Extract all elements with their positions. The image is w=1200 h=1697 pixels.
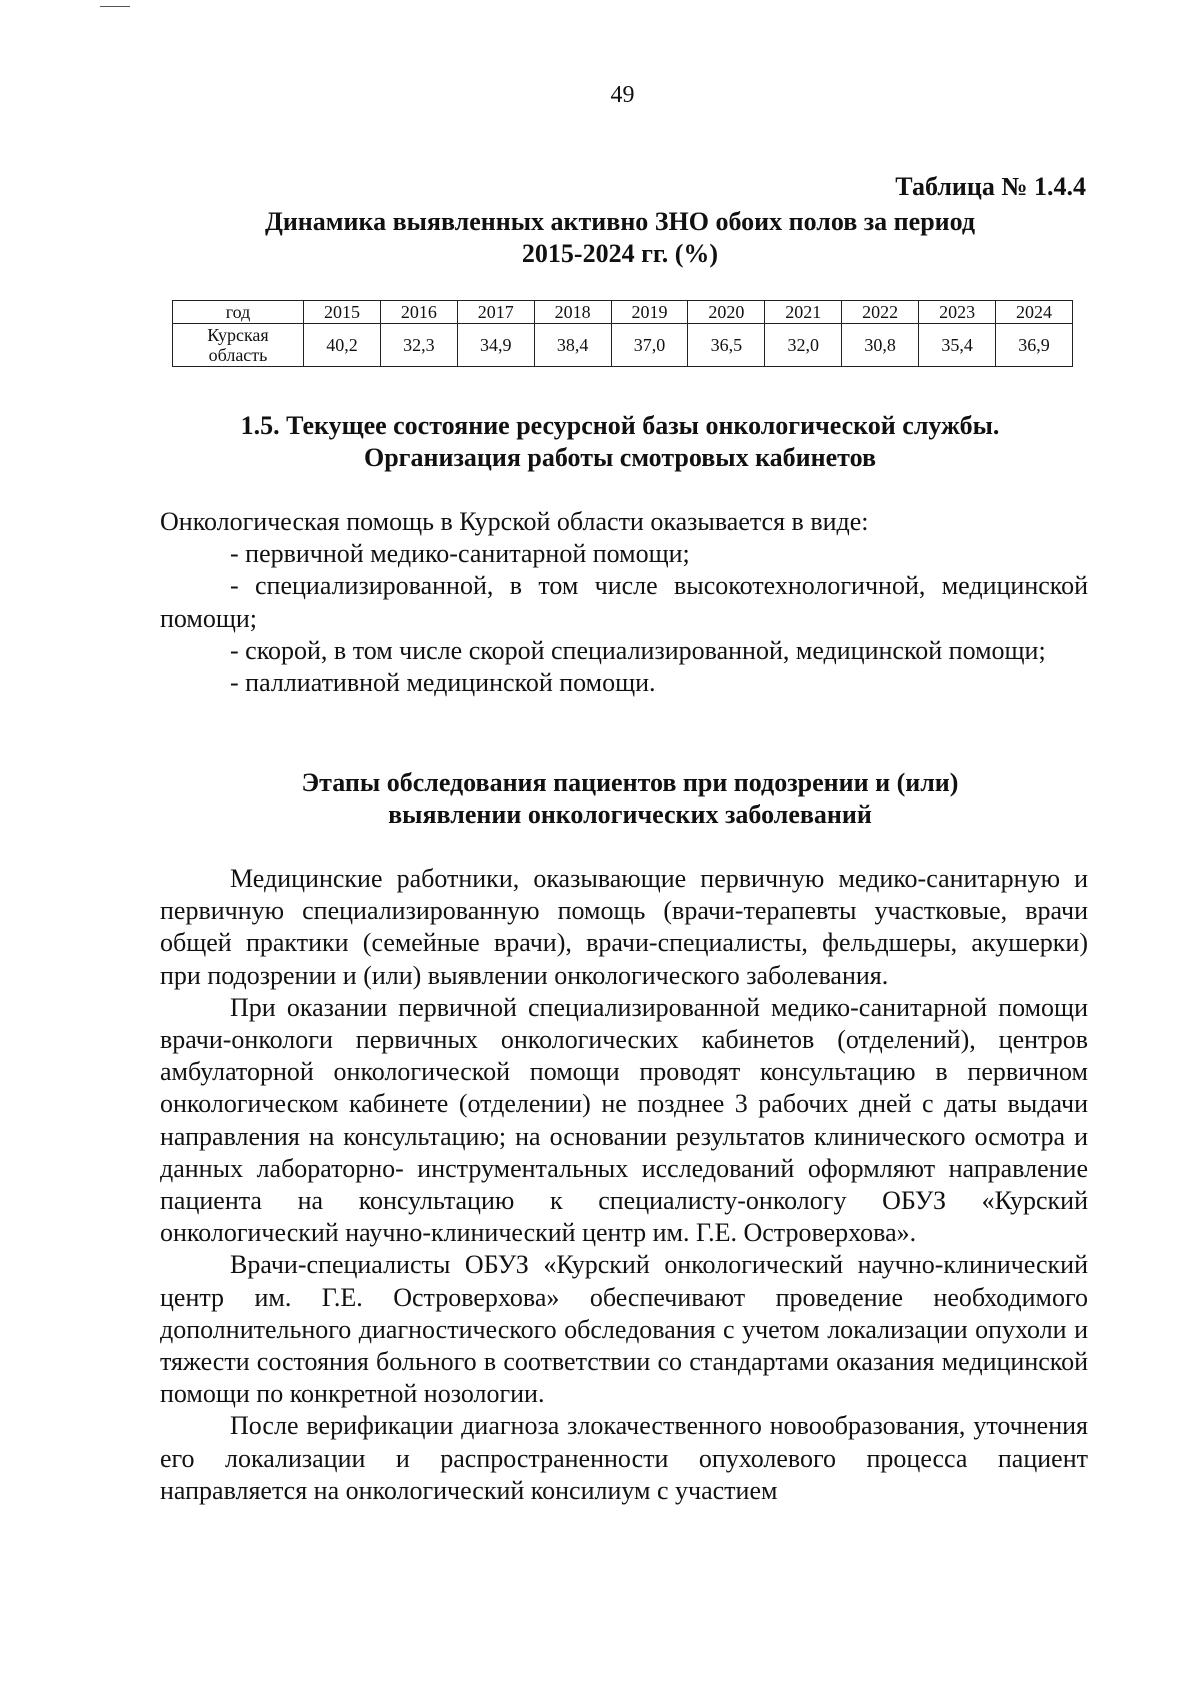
value-cell: 37,0	[611, 324, 688, 367]
value-cell: 32,3	[380, 324, 457, 367]
section-title-line-2: Организация работы смотровых кабинетов	[364, 443, 876, 472]
section-title	[170, 410, 1070, 474]
table-title-line-1: Динамика выявленных активно ЗНО обоих полов за период	[264, 207, 976, 236]
value-cell: 38,4	[534, 324, 611, 367]
year-cell: 2017	[457, 301, 534, 324]
value-cell: 35,4	[919, 324, 996, 367]
body-block	[160, 863, 1088, 1507]
table-title	[160, 206, 1080, 270]
value-cell: 36,9	[996, 324, 1073, 367]
intro-list-item: - паллиативной медицинской помощи.	[230, 668, 656, 698]
page-number: 49	[610, 82, 635, 108]
year-cell: 2016	[380, 301, 457, 324]
value-cell: 32,0	[765, 324, 842, 367]
year-cell: 2019	[611, 301, 688, 324]
scan-artifact-line	[100, 6, 130, 7]
table-title-line-2: 2015-2024 гг. (%)	[521, 239, 719, 268]
value-cell: 30,8	[842, 324, 919, 367]
year-cell: 2015	[304, 301, 381, 324]
row-label-cell	[173, 324, 304, 367]
intro-list-item: - специализированной, в том числе высокотехнологичной, медицинской помощи;	[160, 571, 1088, 633]
intro-list-item: - первичной медико-санитарной помощи;	[230, 539, 690, 569]
body-paragraph: После верификации диагноза злокачественного новообразования, уточнения его локализации и распространенности опухолевого процесса пациент направляется на онкологический консилиум с участием	[160, 1411, 1088, 1505]
value-cell: 34,9	[457, 324, 534, 367]
header-label-cell: год	[173, 301, 304, 324]
intro-list-item: - скорой, в том числе скорой специализированной, медицинской помощи;	[230, 635, 1046, 665]
section-title-line-1: 1.5. Текущее состояние ресурсной базы онкологической службы.	[240, 411, 1000, 440]
body-paragraph: Медицинские работники, оказывающие первичную медико-санитарную и первичную специализированную помощь (врачи-терапевты участковые, врачи общей практики (семейные врачи), врачи-специалисты, фельдшеры, акушерки) при подозрении и (или) выявлении онкологического заболевания.	[160, 864, 1088, 990]
year-cell: 2024	[996, 301, 1073, 324]
subsection-title-line-1: Этапы обследования пациентов при подозрении и (или)	[301, 768, 959, 797]
year-cell: 2022	[842, 301, 919, 324]
value-cell: 36,5	[688, 324, 765, 367]
subsection-title-line-2: выявлении онкологических заболеваний	[388, 800, 872, 829]
body-paragraph: При оказании первичной специализированной медико-санитарной помощи врачи-онкологи первичных онкологических кабинетов (отделений), центров амбулаторной онкологической помощи проводят консультацию в первичном онкологическом кабинете (отделении) не позднее 3 рабочих дней с даты выдачи направления на консультацию; на основании результатов клинического осмотра и данных лабораторно- инструментальных исследований оформляют направление пациента на консультацию к специалисту-онкологу ОБУЗ «Курский онкологический научно-клинический центр им. Г.Е. Островерхова».	[160, 992, 1088, 1248]
intro-block	[160, 506, 1088, 699]
intro-paragraph: Онкологическая помощь в Курской области оказывается в виде:	[160, 507, 869, 536]
table-row-kursk	[173, 324, 1073, 367]
row-label-line-2: область	[208, 345, 268, 365]
table-number: Таблица № 1.4.4	[895, 172, 1086, 201]
subsection-title	[230, 767, 1030, 831]
year-cell: 2021	[765, 301, 842, 324]
value-cell: 40,2	[304, 324, 381, 367]
table-header-row	[173, 301, 1073, 324]
row-label-line-1: Курская	[207, 325, 269, 345]
year-cell: 2020	[688, 301, 765, 324]
body-paragraph: Врачи-специалисты ОБУЗ «Курский онкологический научно-клинический центр им. Г.Е. Островерхова» обеспечивают проведение необходимого дополнительного диагностического обследования с учетом локализации опухоли и тяжести состояния больного в соответствии со стандартами оказания медицинской помощи по конкретной нозологии.	[160, 1250, 1088, 1409]
zno-dynamics-table	[172, 300, 1073, 367]
year-cell: 2018	[534, 301, 611, 324]
year-cell: 2023	[919, 301, 996, 324]
